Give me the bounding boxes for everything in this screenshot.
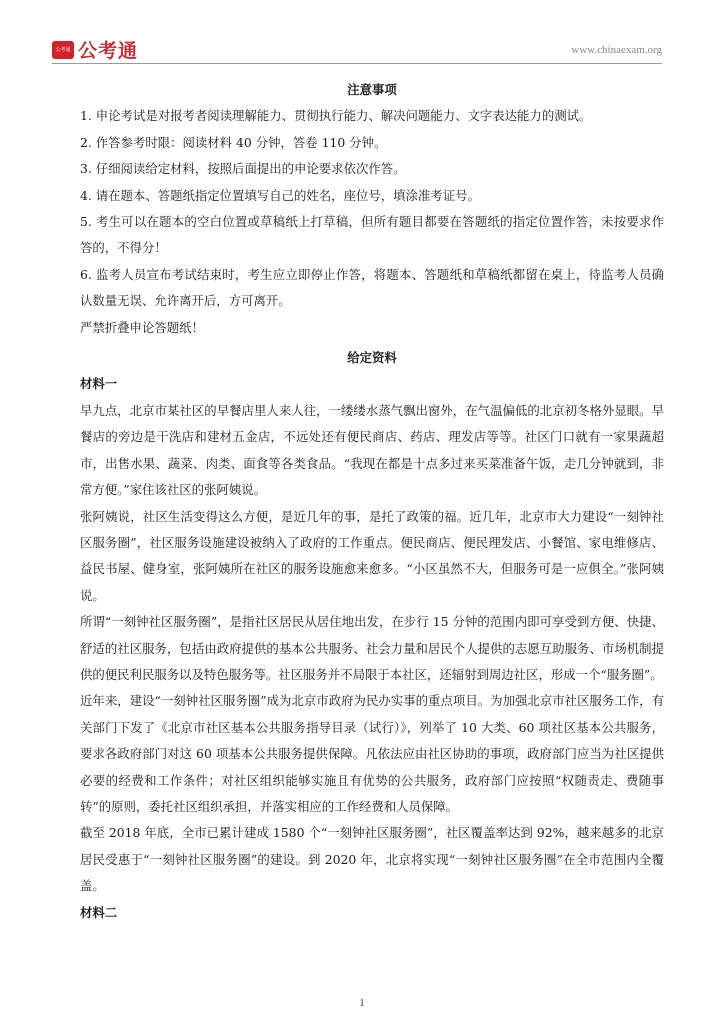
material-1-heading: 材料一 [80, 376, 118, 392]
logo-text: 公考通 [78, 40, 139, 62]
material-paragraph: 所谓“一刻钟社区服务圈”，是指社区居民从居住地出发，在步行 15 分钟的范围内即可享受到方便、快捷、舒适的社区服务，包括由政府提供的基本公共服务、社会力量和居民个人提供的志愿互助服务、市场机制提供的便民利民服务以及特色服务等。社区服务并不局限于本社区，还辐射到周边社区，形成一个“服务圈”。 [80, 614, 664, 682]
notice-item: 2. 作答参考时限：阅读材料 40 分钟，答卷 110 分钟。 [80, 134, 387, 150]
material-paragraph: 近年来，建设“一刻钟社区服务圈”成为北京市政府为民办实事的重点项目。为加强北京市社区服务工作，有关部门下发了《北京市社区基本公共服务指导目录（试行）》，列举了 10 大类、60 项社区基本公共服务，要求各政府部门对这 60 项基本公共服务提供保障。凡依法应由社区协助的事项，政府部门应当为社区提供必要的经费和工作条件；对社区组织能够实施且有优势的公共服务，政府部门应按照“权随责走、费随事转”的原则，委托社区组织承担，并落实相应的工作经费和人员保障。 [80, 693, 664, 814]
document-body [80, 77, 664, 926]
notice-title: 注意事项 [347, 82, 397, 97]
notice-item: 4. 请在题本、答题纸指定位置填写自己的姓名，座位号，填涂准考证号。 [80, 187, 480, 203]
materials-title: 给定资料 [347, 350, 397, 366]
notice-warning: 严禁折叠申论答题纸！ [80, 319, 204, 335]
brand-logo[interactable] [52, 36, 138, 63]
notice-item: 5. 考生可以在题本的空白位置或草稿纸上打草稿，但所有题目都要在答题纸的指定位置作答，未按要求作答的，不得分！ [80, 214, 664, 256]
site-url-link[interactable]: www.chinaexam.org [571, 44, 662, 56]
logo-badge-icon: 公考通 [52, 41, 74, 59]
page-header [52, 34, 662, 62]
material-paragraph: 张阿姨说，社区生活变得这么方便，是近几年的事，是托了政策的福。近几年，北京市大力建设“一刻钟社区服务圈”，社区服务设施建设被纳入了政府的工作重点。便民商店、便民理发店、小餐馆、家电维修店、益民书屋、健身室，张阿姨所在社区的服务设施愈来愈多。“小区虽然不大，但服务可是一应俱全。”张阿姨说。 [80, 508, 664, 603]
material-paragraph: 截至 2018 年底，全市已累计建成 1580 个“一刻钟社区服务圈”，社区覆盖率达到 92%，越来越多的北京居民受惠于“一刻钟社区服务圈”的建设。到 2020 年，北京将实现“一刻钟社区服务圈”在全市范围内全覆盖。 [80, 825, 664, 894]
material-paragraph: 早九点，北京市某社区的早餐店里人来人往，一缕缕水蒸气飘出窗外，在气温偏低的北京初冬格外显眼。早餐店的旁边是干洗店和建材五金店，不远处还有便民商店、药店、理发店等等。社区门口就有一家果蔬超市，出售水果、蔬菜、肉类、面食等各类食品。“我现在都是十点多过来买菜准备午饭，走几分钟就到，非常方便。”家住该社区的张阿姨说。 [80, 402, 664, 498]
notice-item: 1. 申论考试是对报考者阅读理解能力、贯彻执行能力、解决问题能力、文字表达能力的测试。 [80, 108, 592, 124]
material-2-heading: 材料二 [80, 904, 118, 920]
notice-item: 6. 监考人员宣布考试结束时，考生应立即停止作答，将题本、答题纸和草稿纸都留在桌上，待监考人员确认数量无误、允许离开后，方可离开。 [80, 266, 664, 309]
page-number: 1 [359, 998, 365, 1009]
notice-item: 3. 仔细阅读给定材料，按照后面提出的申论要求依次作答。 [80, 161, 406, 177]
header-divider [52, 63, 662, 64]
